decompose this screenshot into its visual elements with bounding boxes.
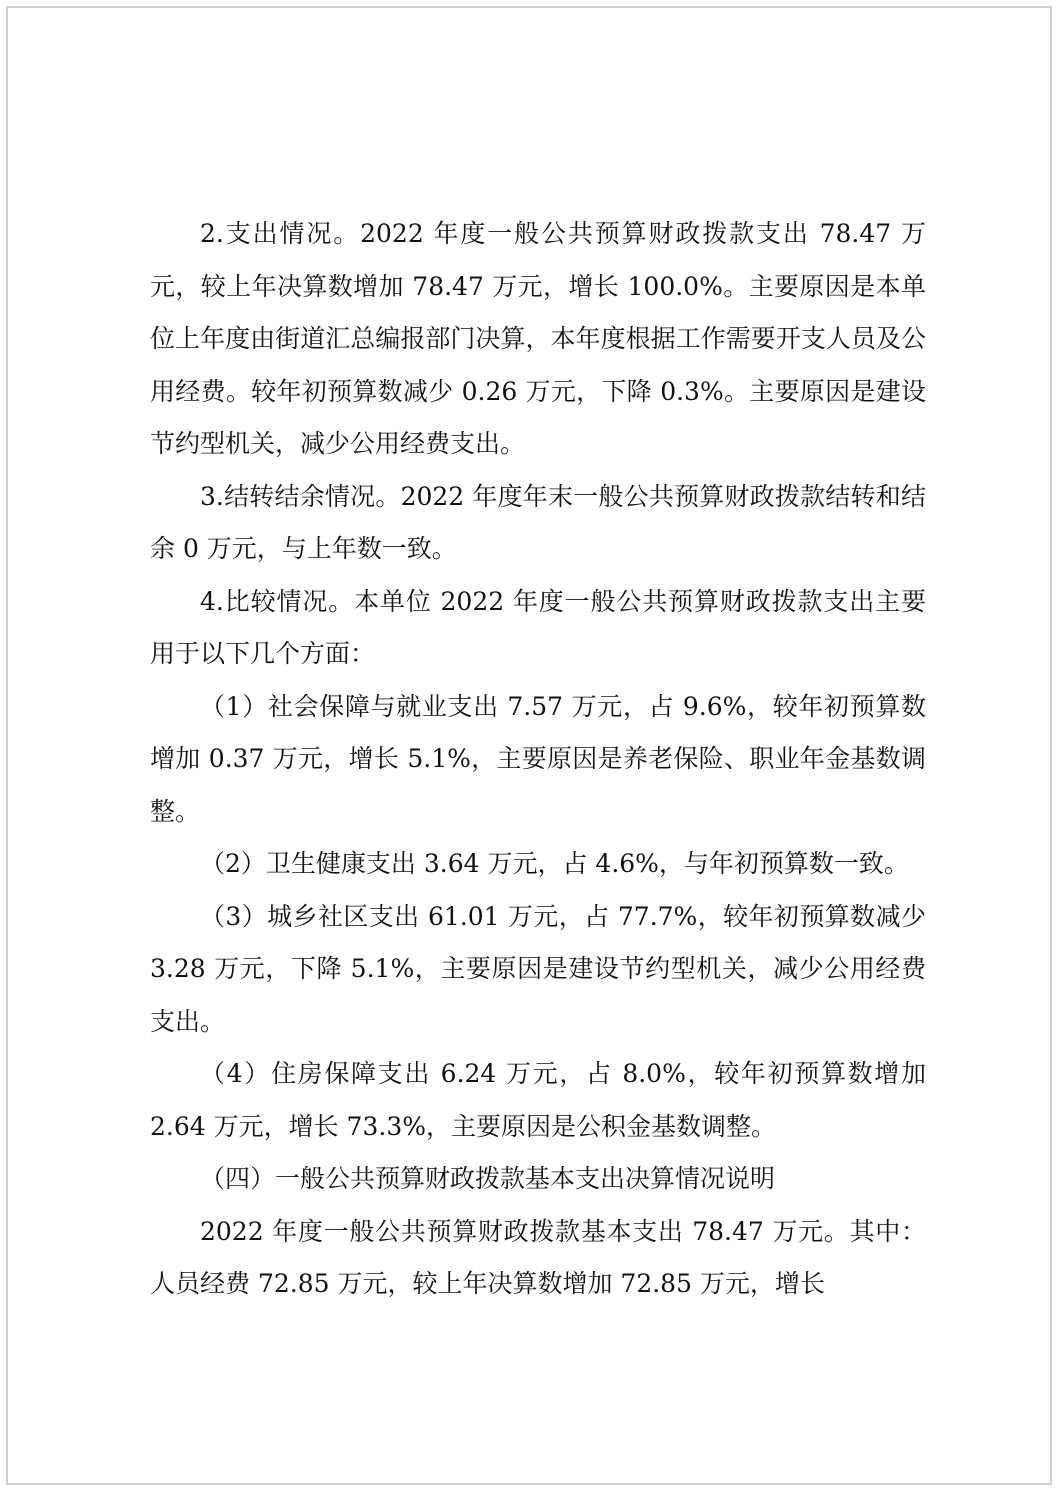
section-heading: （四）一般公共预算财政拨款基本支出决算情况说明 — [200, 1164, 776, 1193]
document-body — [150, 208, 926, 1311]
paragraph-carryover: 3.结转结余情况。2022 年度年末一般公共预算财政拨款结转和结余 0 万元，与上年数一致。 — [150, 481, 926, 563]
paragraph-expenditure: 2.支出情况。2022 年度一般公共预算财政拨款支出 78.47 万元，较上年决算数增加 78.47 万元，增长 100.0%。主要原因是本单位上年度由街道汇总编报部门决算，本年度根据工作需要开支人员及公用经费。较年初预算数减少 0.26 万元，下降 0.3%。主要原因是建设节约型机关，减少公用经费支出。 — [150, 219, 926, 458]
paragraph-comparison: 4.比较情况。本单位 2022 年度一般公共预算财政拨款支出主要用于以下几个方面： — [150, 586, 926, 668]
paragraph-social-security: （1）社会保障与就业支出 7.57 万元，占 9.6%，较年初预算数增加 0.37 万元，增长 5.1%，主要原因是养老保险、职业年金基数调整。 — [150, 691, 926, 826]
paragraph-basic-expenditure: 2022 年度一般公共预算财政拨款基本支出 78.47 万元。其中：人员经费 72.85 万元，较上年决算数增加 72.85 万元，增长 — [150, 1216, 926, 1298]
paragraph-urban-rural: （3）城乡社区支出 61.01 万元，占 77.7%，较年初预算数减少 3.28 万元，下降 5.1%，主要原因是建设节约型机关，减少公用经费支出。 — [150, 901, 926, 1036]
page — [6, 6, 1052, 1485]
paragraph-health: （2）卫生健康支出 3.64 万元，占 4.6%，与年初预算数一致。 — [200, 849, 909, 878]
paragraph-housing: （4）住房保障支出 6.24 万元，占 8.0%，较年初预算数增加 2.64 万元，增长 73.3%，主要原因是公积金基数调整。 — [150, 1059, 926, 1141]
